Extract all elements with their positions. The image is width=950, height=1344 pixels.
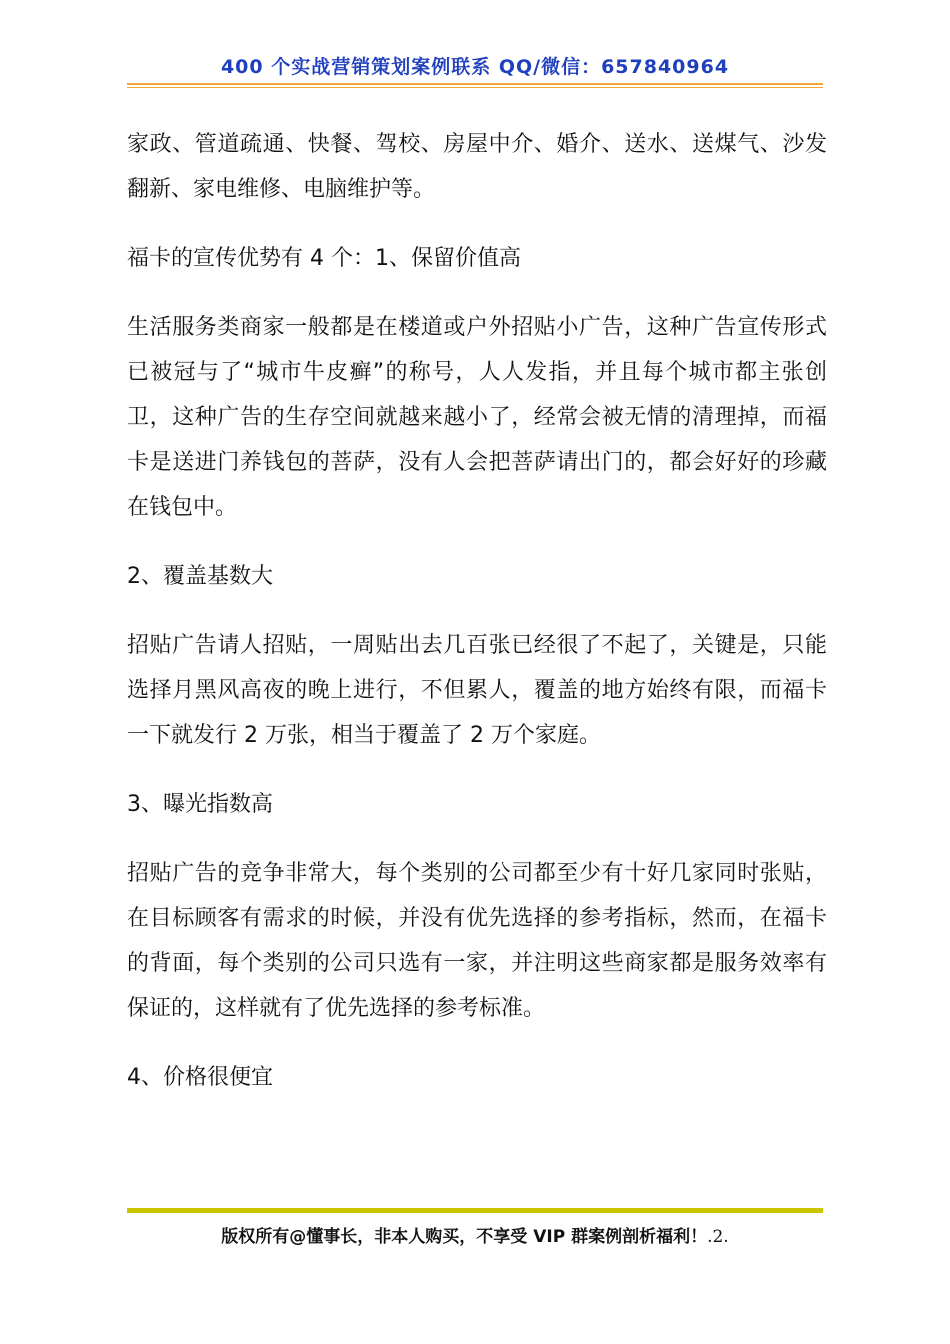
heading-price: 4、价格很便宜 [127,1065,273,1090]
page-footer [0,1222,950,1247]
page-number: .2. [707,1227,729,1247]
header-divider-thin [127,87,823,88]
page-header-title: 400 个实战营销策划案例联系 QQ/微信：657840964 [220,56,730,78]
paragraph-coverage: 招贴广告请人招贴，一周贴出去几百张已经很了不起了，关键是，只能选择月黑风高夜的晚上进行，不但累人，覆盖的地方始终有限，而福卡一下就发行 2 万张，相当于覆盖了 2 万个家庭。 [127,633,827,748]
paragraph-retention-value: 生活服务类商家一般都是在楼道或户外招贴小广告，这种广告宣传形式已被冠与了“城市牛皮癣”的称号，人人发指，并且每个城市都主张创卫，这种广告的生存空间就越来越小了，经常会被无情的清理掉，而福卡是送进门养钱包的菩萨，没有人会把菩萨请出门的，都会好好的珍藏在钱包中。 [127,315,827,520]
document-body [127,122,827,1124]
footer-copyright-text: 版权所有@懂事长，非本人购买，不享受 VIP 群案例剖析福利！ [221,1227,708,1247]
header-divider [127,83,823,85]
footer-divider [127,1208,823,1213]
paragraph-exposure: 招贴广告的竞争非常大，每个类别的公司都至少有十好几家同时张贴，在目标顾客有需求的时候，并没有优先选择的参考指标，然而，在福卡的背面，每个类别的公司只选有一家，并注明这些商家都是服务效率有保证的，这样就有了优先选择的参考标准。 [127,861,827,1021]
paragraph-advantages-intro: 福卡的宣传优势有 4 个：1、保留价值高 [127,246,521,271]
heading-coverage: 2、覆盖基数大 [127,564,273,589]
paragraph-services-list: 家政、管道疏通、快餐、驾校、房屋中介、婚介、送水、送煤气、沙发翻新、家电维修、电脑维护等。 [127,132,827,202]
heading-exposure: 3、曝光指数高 [127,792,273,817]
